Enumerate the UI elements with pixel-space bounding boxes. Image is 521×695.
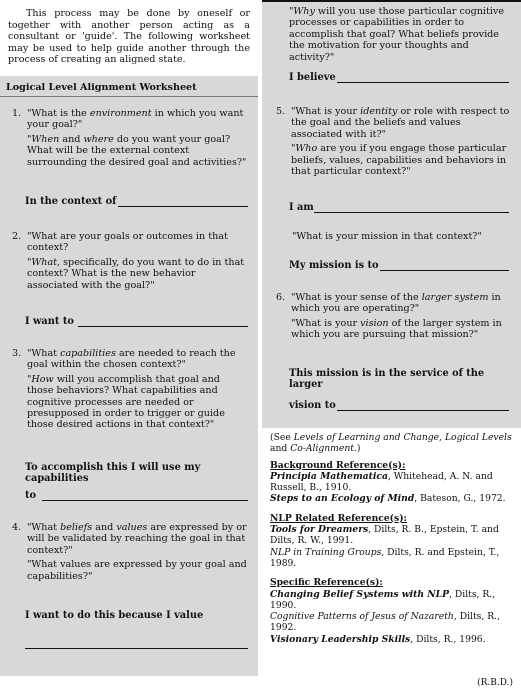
see-also-note: (See Levels of Learning and Change, Logical Levels and Co-Alignment.) xyxy=(270,432,512,455)
reference-entry: Steps to an Ecology of Mind, Bateson, G., 1972. xyxy=(270,493,506,505)
item-subquestion: "What, specifically, do you want to do in that context? What is the new behavior associated with the goal?" xyxy=(27,256,245,291)
item-number: 3. xyxy=(12,348,22,359)
worksheet-item-2 xyxy=(12,231,248,291)
worksheet-item-5 xyxy=(276,106,512,177)
author-initials: (R.B.D.) xyxy=(477,678,513,688)
item-number: 5. xyxy=(276,106,286,117)
worksheet-item-1 xyxy=(12,108,248,168)
item-number: 4. xyxy=(12,522,22,533)
answer-line-vision[interactable] xyxy=(337,410,509,411)
worksheet-item-3 xyxy=(12,348,248,431)
worksheet-panel xyxy=(0,76,258,676)
answer-label-believe: I believe xyxy=(289,72,336,83)
reference-entry: Cognitive Patterns of Jesus of Nazareth, Dilts, R., 1992. xyxy=(270,611,500,634)
answer-label-to: to xyxy=(25,490,37,501)
answer-label-context: In the context of xyxy=(25,196,117,207)
answer-label-vision: vision to xyxy=(289,400,336,411)
item-subquestion: "How will you accomplish that goal and those behaviors? What capabilities and cognitive processes are needed or presupposed in order to trigger or guide those desired actions in that context?" xyxy=(27,373,225,431)
intro-text: This process may be done by oneself or together with another person acting as a consultant or 'guide'. The following worksheet may be used to help guide another through the process of creating an aligned state. xyxy=(8,8,250,65)
reference-entry: Changing Belief Systems with NLP, Dilts, R., 1990. xyxy=(270,588,496,611)
item-subquestion: "What is your vision of the larger system in which you are pursuing that mission?" xyxy=(291,317,502,341)
background-references-heading: Background Reference(s): xyxy=(270,459,406,471)
answer-label-value: I want to do this because I value xyxy=(25,610,204,621)
answer-line-value[interactable] xyxy=(25,648,248,649)
item-question: "What is your sense of the larger system in which you are operating?" xyxy=(291,292,501,315)
item-question: "What is the environment in which you want your goal?" xyxy=(27,108,244,131)
reference-entry: Principia Mathematica, Whitehead, A. N. and Russell, B., 1910. xyxy=(270,470,493,494)
answer-line-i-am[interactable] xyxy=(314,212,509,213)
item-number: 1. xyxy=(12,108,22,119)
references-section xyxy=(270,432,518,645)
why-question: "Why will you use those particular cognitive processes or capabilities in order to accomplish that goal? What beliefs provide the motivation for your thoughts and activity?" xyxy=(289,6,505,63)
item-subquestion: "When and where do you want your goal? What will be the external context surrounding the desired goal and activities?" xyxy=(27,133,247,168)
answer-line-context[interactable] xyxy=(118,206,248,207)
item-subquestion: "Who are you if you engage those particular beliefs, values, capabilities and behaviors in that particular context?" xyxy=(291,143,507,178)
worksheet-item-4 xyxy=(12,522,248,582)
nlp-references-heading: NLP Related Reference(s): xyxy=(270,512,407,524)
worksheet-title: Logical Level Alignment Worksheet xyxy=(0,76,258,97)
intro-paragraph xyxy=(0,0,258,72)
worksheet-item-6 xyxy=(276,292,512,341)
item-number: 6. xyxy=(276,292,286,303)
answer-label-capabilities: To accomplish this I will use my capabilities xyxy=(25,462,201,484)
reference-entry: Visionary Leadership Skills, Dilts, R., 1996. xyxy=(270,633,486,645)
answer-label-mission: My mission is to xyxy=(289,260,379,271)
item-question: "What is your identity or role with respect to the goal and the beliefs and values associated with it?" xyxy=(291,106,510,140)
answer-line-believe[interactable] xyxy=(337,82,509,83)
answer-label-i-am: I am xyxy=(289,202,314,213)
specific-references-heading: Specific Reference(s): xyxy=(270,577,383,589)
worksheet-panel-continued xyxy=(262,0,521,428)
mission-question: "What is your mission in that context?" xyxy=(292,231,482,242)
item-question: "What capabilities are needed to reach the goal within the chosen context?" xyxy=(27,348,236,371)
answer-line-want[interactable] xyxy=(78,326,248,327)
left-column xyxy=(0,0,258,621)
item-question: "What beliefs and values are expressed by or will be validated by reaching the goal in that context?" xyxy=(27,522,247,556)
item-number: 2. xyxy=(12,231,22,242)
answer-line-mission[interactable] xyxy=(380,270,509,271)
item-subquestion: "What values are expressed by your goal and capabilities?" xyxy=(27,559,247,582)
answer-label-larger: This mission is in the service of the larger xyxy=(289,368,485,390)
reference-entry: NLP in Training Groups, Dilts, R. and Epstein, T., 1989. xyxy=(270,546,500,569)
item-question: "What are your goals or outcomes in that context? xyxy=(27,231,228,254)
reference-entry: Tools for Dreamers, Dilts, R. B., Epstein, T. and Dilts, R. W., 1991. xyxy=(270,524,499,547)
answer-line-capabilities[interactable] xyxy=(42,500,248,501)
answer-label-want: I want to xyxy=(25,316,74,327)
